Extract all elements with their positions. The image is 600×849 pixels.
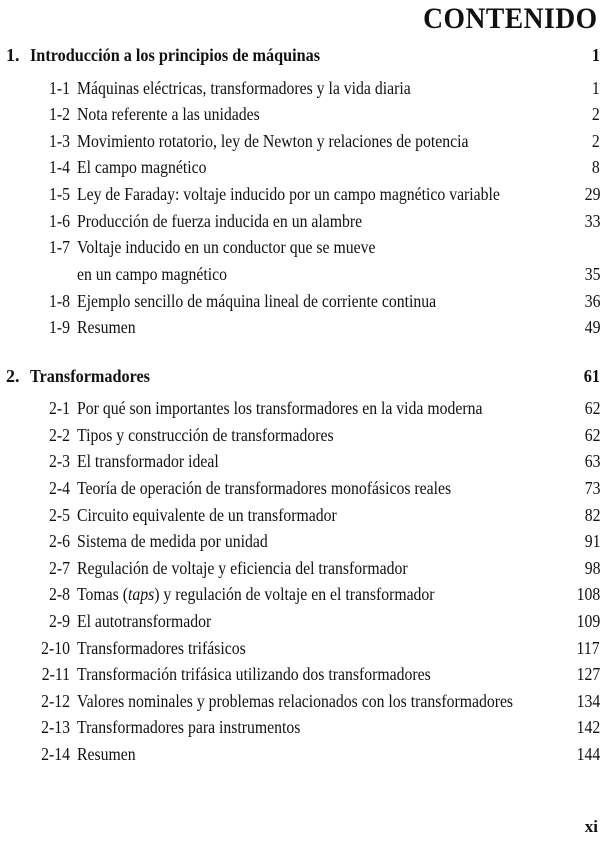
toc-entry-2-12[interactable]: [0, 688, 600, 715]
toc-entry-1-2[interactable]: [0, 101, 600, 128]
toc-entry-2-6[interactable]: [0, 528, 600, 555]
chapter-title: Introducción a los principios de máquinas: [30, 45, 321, 65]
page-number: 29: [584, 184, 600, 204]
toc-entry-2-10[interactable]: [0, 635, 600, 662]
section-title: Ley de Faraday: voltaje inducido por un campo magnético variable: [77, 184, 500, 204]
section-title: Ejemplo sencillo de máquina lineal de corriente continua: [77, 291, 437, 311]
chapter-title: Transformadores: [30, 366, 150, 386]
section-title: Nota referente a las unidades: [77, 104, 260, 124]
section-number: 1-8: [49, 291, 70, 311]
section-title: Resumen: [77, 317, 136, 337]
section-number: 2-5: [49, 505, 70, 525]
page-number: 2: [592, 104, 600, 124]
page-number: 108: [576, 584, 600, 604]
section-number: 1-9: [49, 317, 70, 337]
section-number: 2-9: [49, 611, 70, 631]
toc-chapter-1[interactable]: [0, 42, 600, 69]
toc-entry-1-3[interactable]: [0, 128, 600, 155]
section-number: 1-7: [49, 237, 70, 257]
page-folio: xi: [584, 817, 598, 836]
section-number: 1-5: [49, 184, 70, 204]
section-number: 1-3: [49, 131, 70, 151]
toc-entry-2-11[interactable]: [0, 661, 600, 688]
section-number: 1-1: [49, 78, 70, 98]
page-number: 142: [576, 717, 600, 737]
toc-entry-2-7[interactable]: [0, 555, 600, 582]
section-title: Transformación trifásica utilizando dos transformadores: [77, 664, 431, 684]
toc-entry-1-1[interactable]: [0, 75, 600, 102]
section-number: 2-2: [49, 425, 70, 445]
section-title: Transformadores para instrumentos: [77, 717, 301, 737]
page-number: 82: [584, 505, 600, 525]
page-number: 1: [592, 78, 600, 98]
section-number: 2-8: [49, 584, 70, 604]
taps-italic: taps: [127, 584, 155, 604]
chapter-number: 1.: [6, 45, 20, 65]
section-number: 2-10: [41, 638, 70, 658]
section-number: 2-4: [49, 478, 70, 498]
section-number: 2-3: [49, 451, 70, 471]
section-number: 2-7: [49, 558, 70, 578]
page-number: 33: [584, 211, 600, 231]
section-title: Transformadores trifásicos: [77, 638, 246, 658]
page-number: 1: [591, 45, 600, 65]
toc-entry-2-14[interactable]: [0, 741, 600, 768]
toc-entry-2-1[interactable]: [0, 395, 600, 422]
chapter-number: 2.: [6, 366, 20, 386]
page-number: 35: [584, 264, 600, 284]
section-title: Tipos y construcción de transformadores: [77, 425, 334, 445]
toc-entry-1-4[interactable]: [0, 154, 600, 181]
section-number: 2-11: [41, 664, 70, 684]
page-number: 144: [576, 744, 600, 764]
section-number: 2-14: [41, 744, 70, 764]
toc-entry-2-4[interactable]: [0, 475, 600, 502]
section-title: Teoría de operación de transformadores monofásicos reales: [77, 478, 452, 498]
section-title: Regulación de voltaje y eficiencia del transformador: [77, 558, 408, 578]
section-title: El transformador ideal: [77, 451, 219, 471]
toc-entry-2-3[interactable]: [0, 448, 600, 475]
section-number: 2-12: [41, 691, 70, 711]
section-title: Por qué son importantes los transformadores en la vida moderna: [77, 398, 483, 418]
toc-entry-1-6[interactable]: [0, 208, 600, 235]
page-title: CONTENIDO: [423, 2, 598, 35]
page-number: 91: [584, 531, 600, 551]
page-number: 117: [576, 638, 600, 658]
toc-entry-2-9[interactable]: [0, 608, 600, 635]
page-number: 2: [592, 131, 600, 151]
toc-entry-2-2[interactable]: [0, 422, 600, 449]
section-number: 1-4: [49, 157, 70, 177]
section-title-continuation: en un campo magnético: [77, 264, 228, 284]
toc-entry-2-5[interactable]: [0, 502, 600, 529]
toc-entry-1-7[interactable]: [0, 234, 600, 261]
page-number: 61: [583, 366, 600, 386]
section-title: Valores nominales y problemas relacionados con los transformadores: [77, 691, 514, 711]
page-number: 134: [576, 691, 600, 711]
section-number: 1-6: [49, 211, 70, 231]
section-title: El campo magnético: [77, 157, 207, 177]
section-title: Sistema de medida por unidad: [77, 531, 268, 551]
page-number: 62: [584, 425, 600, 445]
section-title: Circuito equivalente de un transformador: [77, 505, 337, 525]
page-number: 109: [576, 611, 600, 631]
toc-entry-1-8[interactable]: [0, 288, 600, 315]
toc-chapter-2[interactable]: [0, 363, 600, 390]
page-number: 127: [576, 664, 600, 684]
section-title: Máquinas eléctricas, transformadores y la vida diaria: [77, 78, 411, 98]
section-number: 2-1: [49, 398, 70, 418]
section-title: Movimiento rotatorio, ley de Newton y relaciones de potencia: [77, 131, 469, 151]
section-number: 2-13: [41, 717, 70, 737]
section-title: El autotransformador: [77, 611, 212, 631]
page-number: 36: [584, 291, 600, 311]
toc-entry-2-13[interactable]: [0, 714, 600, 741]
page-number: 8: [592, 157, 600, 177]
page-number: 62: [584, 398, 600, 418]
page-number: 49: [584, 317, 600, 337]
page-number: 63: [584, 451, 600, 471]
section-title: Producción de fuerza inducida en un alambre: [77, 211, 363, 231]
section-title: Tomas (taps) y regulación de voltaje en el transformador: [77, 584, 435, 604]
section-title: Resumen: [77, 744, 136, 764]
toc-entry-2-8[interactable]: [0, 581, 600, 608]
section-number: 2-6: [49, 531, 70, 551]
page-number: 98: [584, 558, 600, 578]
toc-entry-1-5[interactable]: [0, 181, 600, 208]
section-number: 1-2: [49, 104, 70, 124]
toc-entry-1-7-continuation[interactable]: [0, 261, 600, 288]
page-number: 73: [584, 478, 600, 498]
toc-entry-1-9[interactable]: [0, 314, 600, 341]
section-title: Voltaje inducido en un conductor que se mueve: [77, 237, 376, 257]
